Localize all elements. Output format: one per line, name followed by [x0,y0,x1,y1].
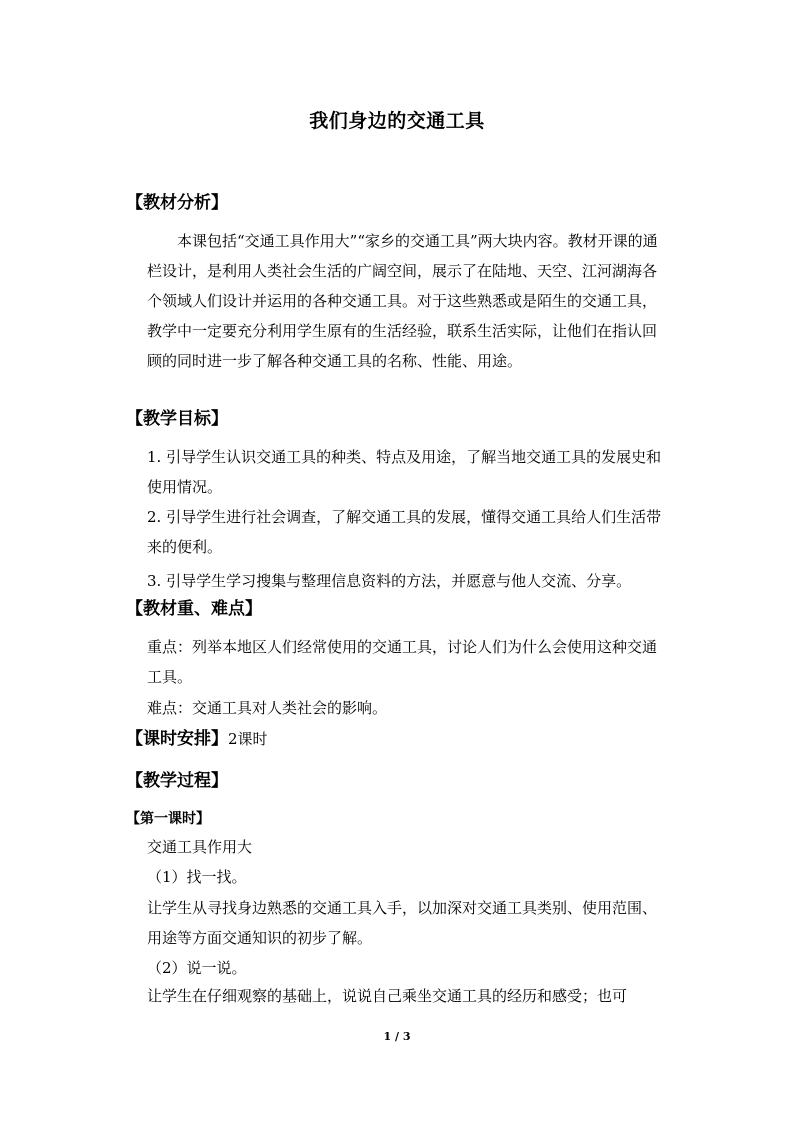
lesson1-topic: 交通工具作用大 [147,838,253,856]
lesson1-heading: 【第一课时】 [126,811,210,827]
keypoint-difficulty: 难点：交通工具对人类社会的影响。 [147,699,388,717]
goal-item-2: 2. 引导学生进行社会调查，了解交通工具的发展，懂得交通工具给人们生活带来的便利。 [147,508,662,556]
page-number: 1 / 3 [383,1030,411,1043]
section-heading-goals: 【教学目标】 [126,409,228,429]
schedule-value: 2课时 [228,730,268,748]
lesson1-step1-body: 让学生从寻找身边熟悉的交通工具入手，以加深对交通工具类别、使用范围、用途等方面交通知识的初步了解。 [147,899,658,947]
lesson1-step2-body: 让学生在仔细观察的基础上，说说自己乘坐交通工具的经历和感受；也可 [147,987,628,1005]
section-heading-schedule [126,724,268,749]
goal-item-3: 3. 引导学生学习搜集与整理信息资料的方法，并愿意与他人交流、分享。 [147,572,632,590]
lesson1-step1: （1）找一找。 [147,868,247,886]
schedule-label: 【课时安排】 [126,729,228,749]
section-heading-analysis: 【教材分析】 [126,193,228,213]
section-heading-keypoints: 【教材重、难点】 [126,599,262,619]
document-title: 我们身边的交通工具 [309,110,485,132]
analysis-paragraph: 本课包括“交通工具作用大”“家乡的交通工具”两大块内容。教材开课的通栏设计，是利用人类社会生活的广阔空间，展示了在陆地、天空、江河湖海各个领域人们设计并运用的各种交通工具。对于这些熟悉或是陌生的交通工具，教学中一定要充分利用学生原有的生活经验，联系生活实际，让他们在指认回顾的同时进一步了解各种交通工具的名称、性能、用途。 [147,232,658,370]
goal-item-1: 1. 引导学生认识交通工具的种类、特点及用途，了解当地交通工具的发展史和使用情况。 [147,448,662,496]
keypoint-focus: 重点：列举本地区人们经常使用的交通工具，讨论人们为什么会使用这种交通工具。 [147,638,658,686]
section-heading-process: 【教学过程】 [126,771,228,791]
lesson1-step2: （2）说一说。 [147,959,247,977]
